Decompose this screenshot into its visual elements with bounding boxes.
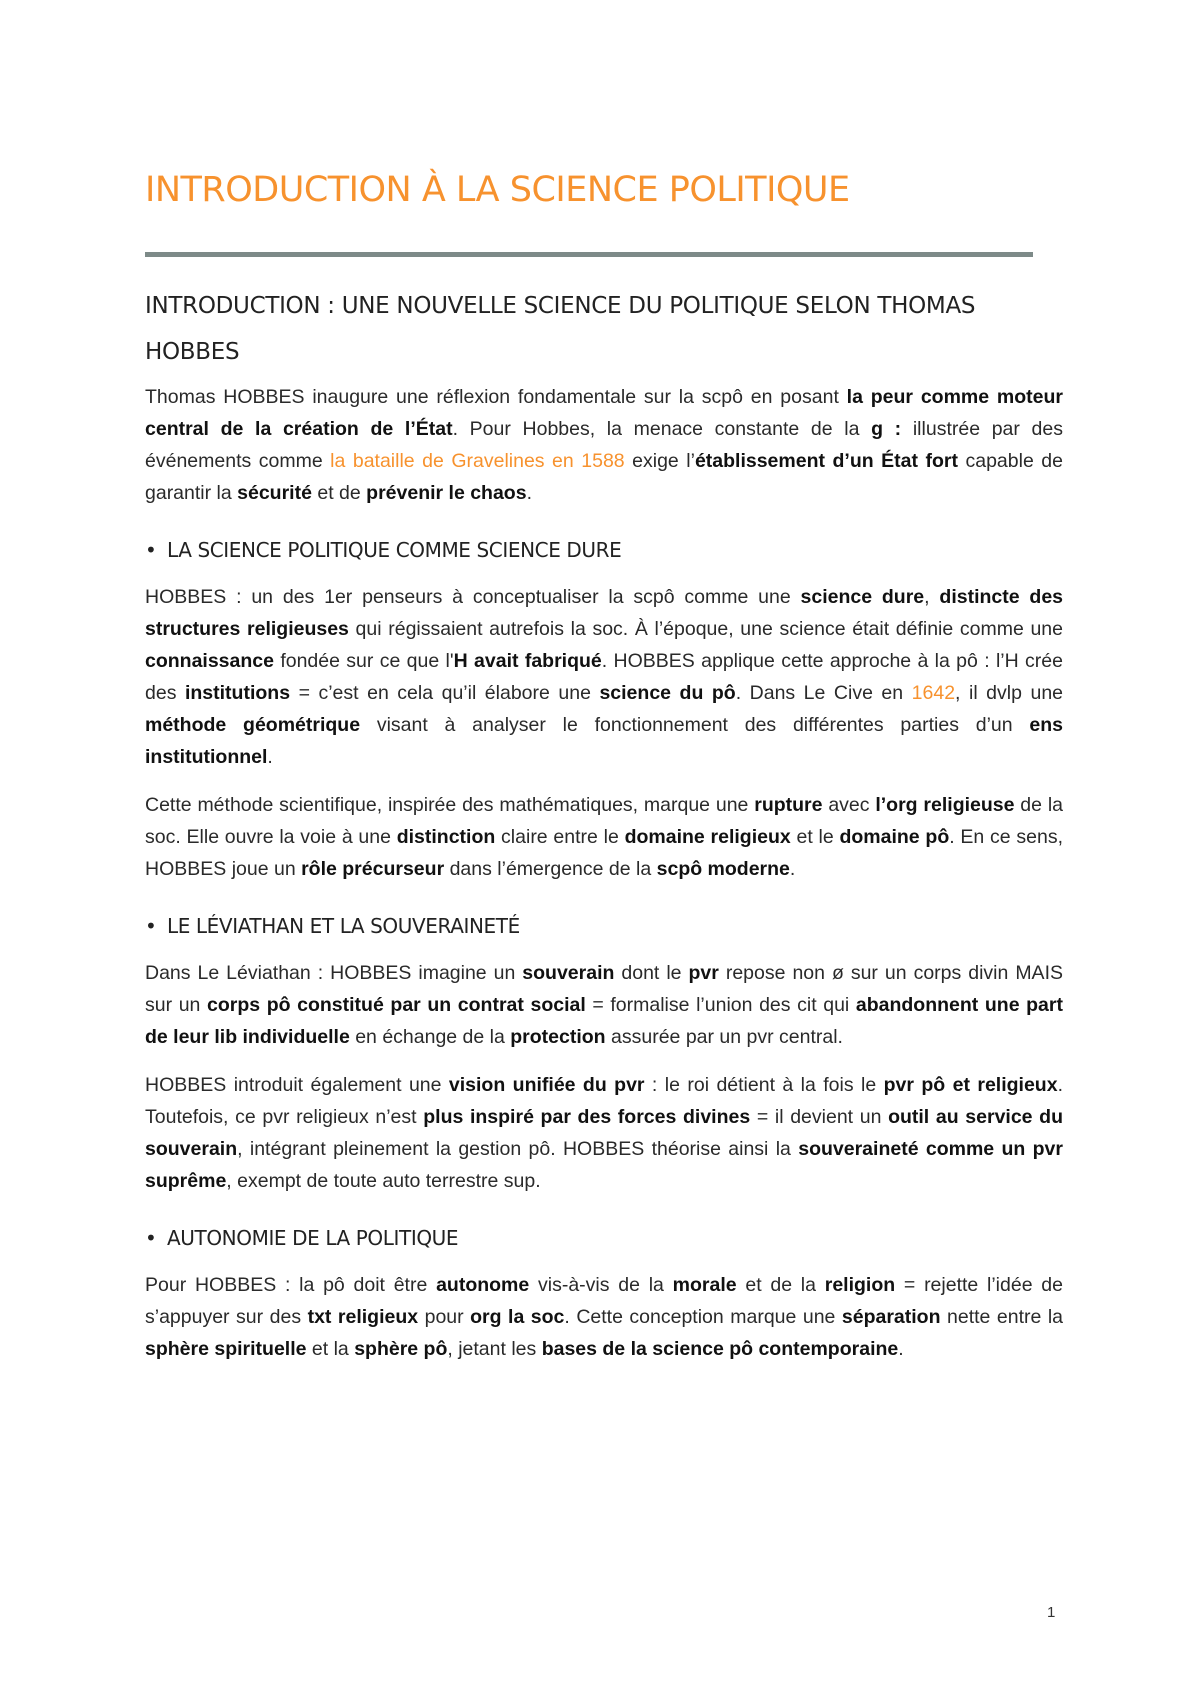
text-run: dont le bbox=[614, 962, 689, 984]
text-run: , jetant les bbox=[447, 1338, 542, 1360]
bold-run: domaine pô bbox=[839, 826, 950, 848]
text-run: = formalise l’union des cit qui bbox=[585, 994, 856, 1016]
text-run: , bbox=[924, 586, 940, 608]
text-run: . Cette conception marque une bbox=[564, 1306, 842, 1328]
bold-run: g : bbox=[871, 418, 902, 440]
section2-paragraph-2 bbox=[145, 1069, 1063, 1197]
section1-paragraph-2 bbox=[145, 789, 1063, 885]
text-run: avec bbox=[822, 794, 876, 816]
text-run: visant à analyser le fonctionnement des différentes parties d’un bbox=[360, 714, 1030, 736]
bold-run: méthode géométrique bbox=[145, 714, 361, 736]
highlight-run: la bataille de Gravelines en 1588 bbox=[330, 450, 625, 472]
text-run: Cette méthode scientifique, inspirée des mathématiques, marque une bbox=[145, 794, 755, 816]
bold-run: domaine religieux bbox=[624, 826, 791, 848]
text-run: repose non ø sur un corps divin MAIS sur un bbox=[145, 962, 1063, 1016]
text-run: . Pour Hobbes, la menace constante de la bbox=[452, 418, 872, 440]
text-run: . Toutefois, ce pvr religieux n’est bbox=[145, 1074, 1063, 1128]
text-run: : le roi détient à la fois le bbox=[644, 1074, 884, 1096]
text-run: . bbox=[267, 746, 273, 768]
bold-run: distincte des structures religieuses bbox=[145, 586, 1064, 640]
bold-run: distinction bbox=[396, 826, 496, 848]
page-number: 1 bbox=[1047, 1604, 1056, 1621]
bold-run: sphère pô bbox=[354, 1338, 448, 1360]
bold-run: txt religieux bbox=[307, 1306, 419, 1328]
text-run: exige l’ bbox=[624, 450, 695, 472]
bold-run: abandonnent une part de leur lib individuelle bbox=[145, 994, 1063, 1048]
bold-run: institutions bbox=[184, 682, 291, 704]
text-run: et de bbox=[311, 482, 367, 504]
text-run: = il devient un bbox=[750, 1106, 889, 1128]
bold-run: souveraineté comme un pvr suprême bbox=[145, 1138, 1063, 1192]
bold-run: sécurité bbox=[237, 482, 312, 504]
text-run: . bbox=[898, 1338, 904, 1360]
section-heading-text: LE LÉVIATHAN ET LA SOUVERAINETÉ bbox=[167, 914, 520, 938]
bold-run: bases de la science pô contemporaine bbox=[541, 1338, 899, 1360]
text-run: et le bbox=[790, 826, 840, 848]
text-run: assurée par un pvr central. bbox=[605, 1026, 843, 1048]
bold-run: connaissance bbox=[145, 650, 274, 672]
text-run: de la soc. Elle ouvre la voie à une bbox=[145, 794, 1063, 848]
bullet-icon: • bbox=[145, 914, 157, 938]
text-run: en échange de la bbox=[349, 1026, 511, 1048]
text-run: , exempt de toute auto terrestre sup. bbox=[226, 1170, 541, 1192]
text-run: . En ce sens, HOBBES joue un bbox=[145, 826, 1063, 880]
bold-run: établissement d’un État fort bbox=[694, 450, 958, 472]
text-run: qui régissaient autrefois la soc. À l’époque, une science était définie comme une bbox=[348, 618, 1063, 640]
intro-paragraph bbox=[145, 381, 1063, 509]
intro-heading: INTRODUCTION : UNE NOUVELLE SCIENCE DU POLITIQUE SELON THOMAS HOBBES bbox=[145, 293, 976, 365]
bold-run: H avait fabriqué bbox=[453, 650, 602, 672]
section-heading-text: LA SCIENCE POLITIQUE COMME SCIENCE DURE bbox=[167, 538, 622, 562]
text-run: . bbox=[789, 858, 796, 880]
text-run: , il dvlp une bbox=[955, 682, 1064, 704]
bold-run: séparation bbox=[841, 1306, 941, 1328]
bold-run: outil au service du souverain bbox=[145, 1106, 1063, 1160]
section2-paragraph-1 bbox=[145, 957, 1063, 1053]
text-run: Pour HOBBES : la pô doit être bbox=[145, 1274, 437, 1296]
text-run: et de la bbox=[736, 1274, 825, 1296]
bold-run: souverain bbox=[522, 962, 615, 984]
bold-run: religion bbox=[824, 1274, 896, 1296]
text-run: illustrée par des événements comme bbox=[145, 418, 1063, 472]
bold-run: pvr pô et religieux bbox=[883, 1074, 1058, 1096]
text-run: . HOBBES applique cette approche à la pô : l’H crée des bbox=[145, 650, 1063, 704]
text-run: HOBBES : un des 1er penseurs à conceptualiser la scpô comme une bbox=[145, 586, 801, 608]
title-divider bbox=[145, 252, 1033, 257]
bold-run: rupture bbox=[754, 794, 823, 816]
bold-run: autonome bbox=[436, 1274, 530, 1296]
text-run: pour bbox=[418, 1306, 471, 1328]
bold-run: corps pô constitué par un contrat social bbox=[207, 994, 586, 1016]
page-title: INTRODUCTION À LA SCIENCE POLITIQUE bbox=[145, 170, 850, 210]
bullet-icon: • bbox=[145, 538, 157, 562]
text-run: Dans Le Léviathan : HOBBES imagine un bbox=[145, 962, 523, 984]
section3-paragraph-1 bbox=[145, 1269, 1063, 1365]
bold-run: morale bbox=[672, 1274, 737, 1296]
text-run: . bbox=[526, 482, 532, 504]
text-run: claire entre le bbox=[495, 826, 625, 848]
document-body bbox=[145, 283, 1063, 1381]
text-run: , intégrant pleinement la gestion pô. HOBBES théorise ainsi la bbox=[237, 1138, 799, 1160]
bold-run: plus inspiré par des forces divines bbox=[423, 1106, 751, 1128]
text-run: = rejette l’idée de s’appuyer sur des bbox=[145, 1274, 1063, 1328]
section-heading-autonomie bbox=[145, 1223, 1063, 1253]
section-heading-leviathan bbox=[145, 911, 1063, 941]
text-run: et la bbox=[306, 1338, 355, 1360]
bold-run: vision unifiée du pvr bbox=[448, 1074, 645, 1096]
section-heading-science-dure bbox=[145, 535, 1063, 565]
text-run: dans l’émergence de la bbox=[444, 858, 657, 880]
bold-run: la peur comme moteur central de la création de l’État bbox=[145, 386, 1064, 440]
bold-run: sphère spirituelle bbox=[145, 1338, 307, 1360]
text-run: vis-à-vis de la bbox=[529, 1274, 673, 1296]
text-run: nette entre la bbox=[940, 1306, 1063, 1328]
bold-run: science dure bbox=[800, 586, 925, 608]
bullet-icon: • bbox=[145, 1226, 157, 1250]
bold-run: l’org religieuse bbox=[875, 794, 1015, 816]
bold-run: ens institutionnel bbox=[145, 714, 1063, 768]
highlight-run: 1642 bbox=[911, 682, 956, 704]
text-run: HOBBES introduit également une bbox=[145, 1074, 449, 1096]
text-run: fondée sur ce que l' bbox=[273, 650, 454, 672]
bold-run: pvr bbox=[688, 962, 719, 984]
bold-run: org la soc bbox=[470, 1306, 565, 1328]
bold-run: prévenir le chaos bbox=[366, 482, 527, 504]
bold-run: science du pô bbox=[599, 682, 736, 704]
text-run: Thomas HOBBES inaugure une réflexion fondamentale sur la scpô en posant bbox=[145, 386, 847, 408]
bold-run: scpô moderne bbox=[656, 858, 790, 880]
section-heading-text: AUTONOMIE DE LA POLITIQUE bbox=[167, 1226, 459, 1250]
text-run: . Dans Le Cive en bbox=[735, 682, 912, 704]
text-run: capable de garantir la bbox=[145, 450, 1063, 504]
section1-paragraph-1 bbox=[145, 581, 1063, 773]
bold-run: rôle précurseur bbox=[301, 858, 445, 880]
text-run: = c’est en cela qu’il élabore une bbox=[290, 682, 600, 704]
bold-run: protection bbox=[510, 1026, 606, 1048]
